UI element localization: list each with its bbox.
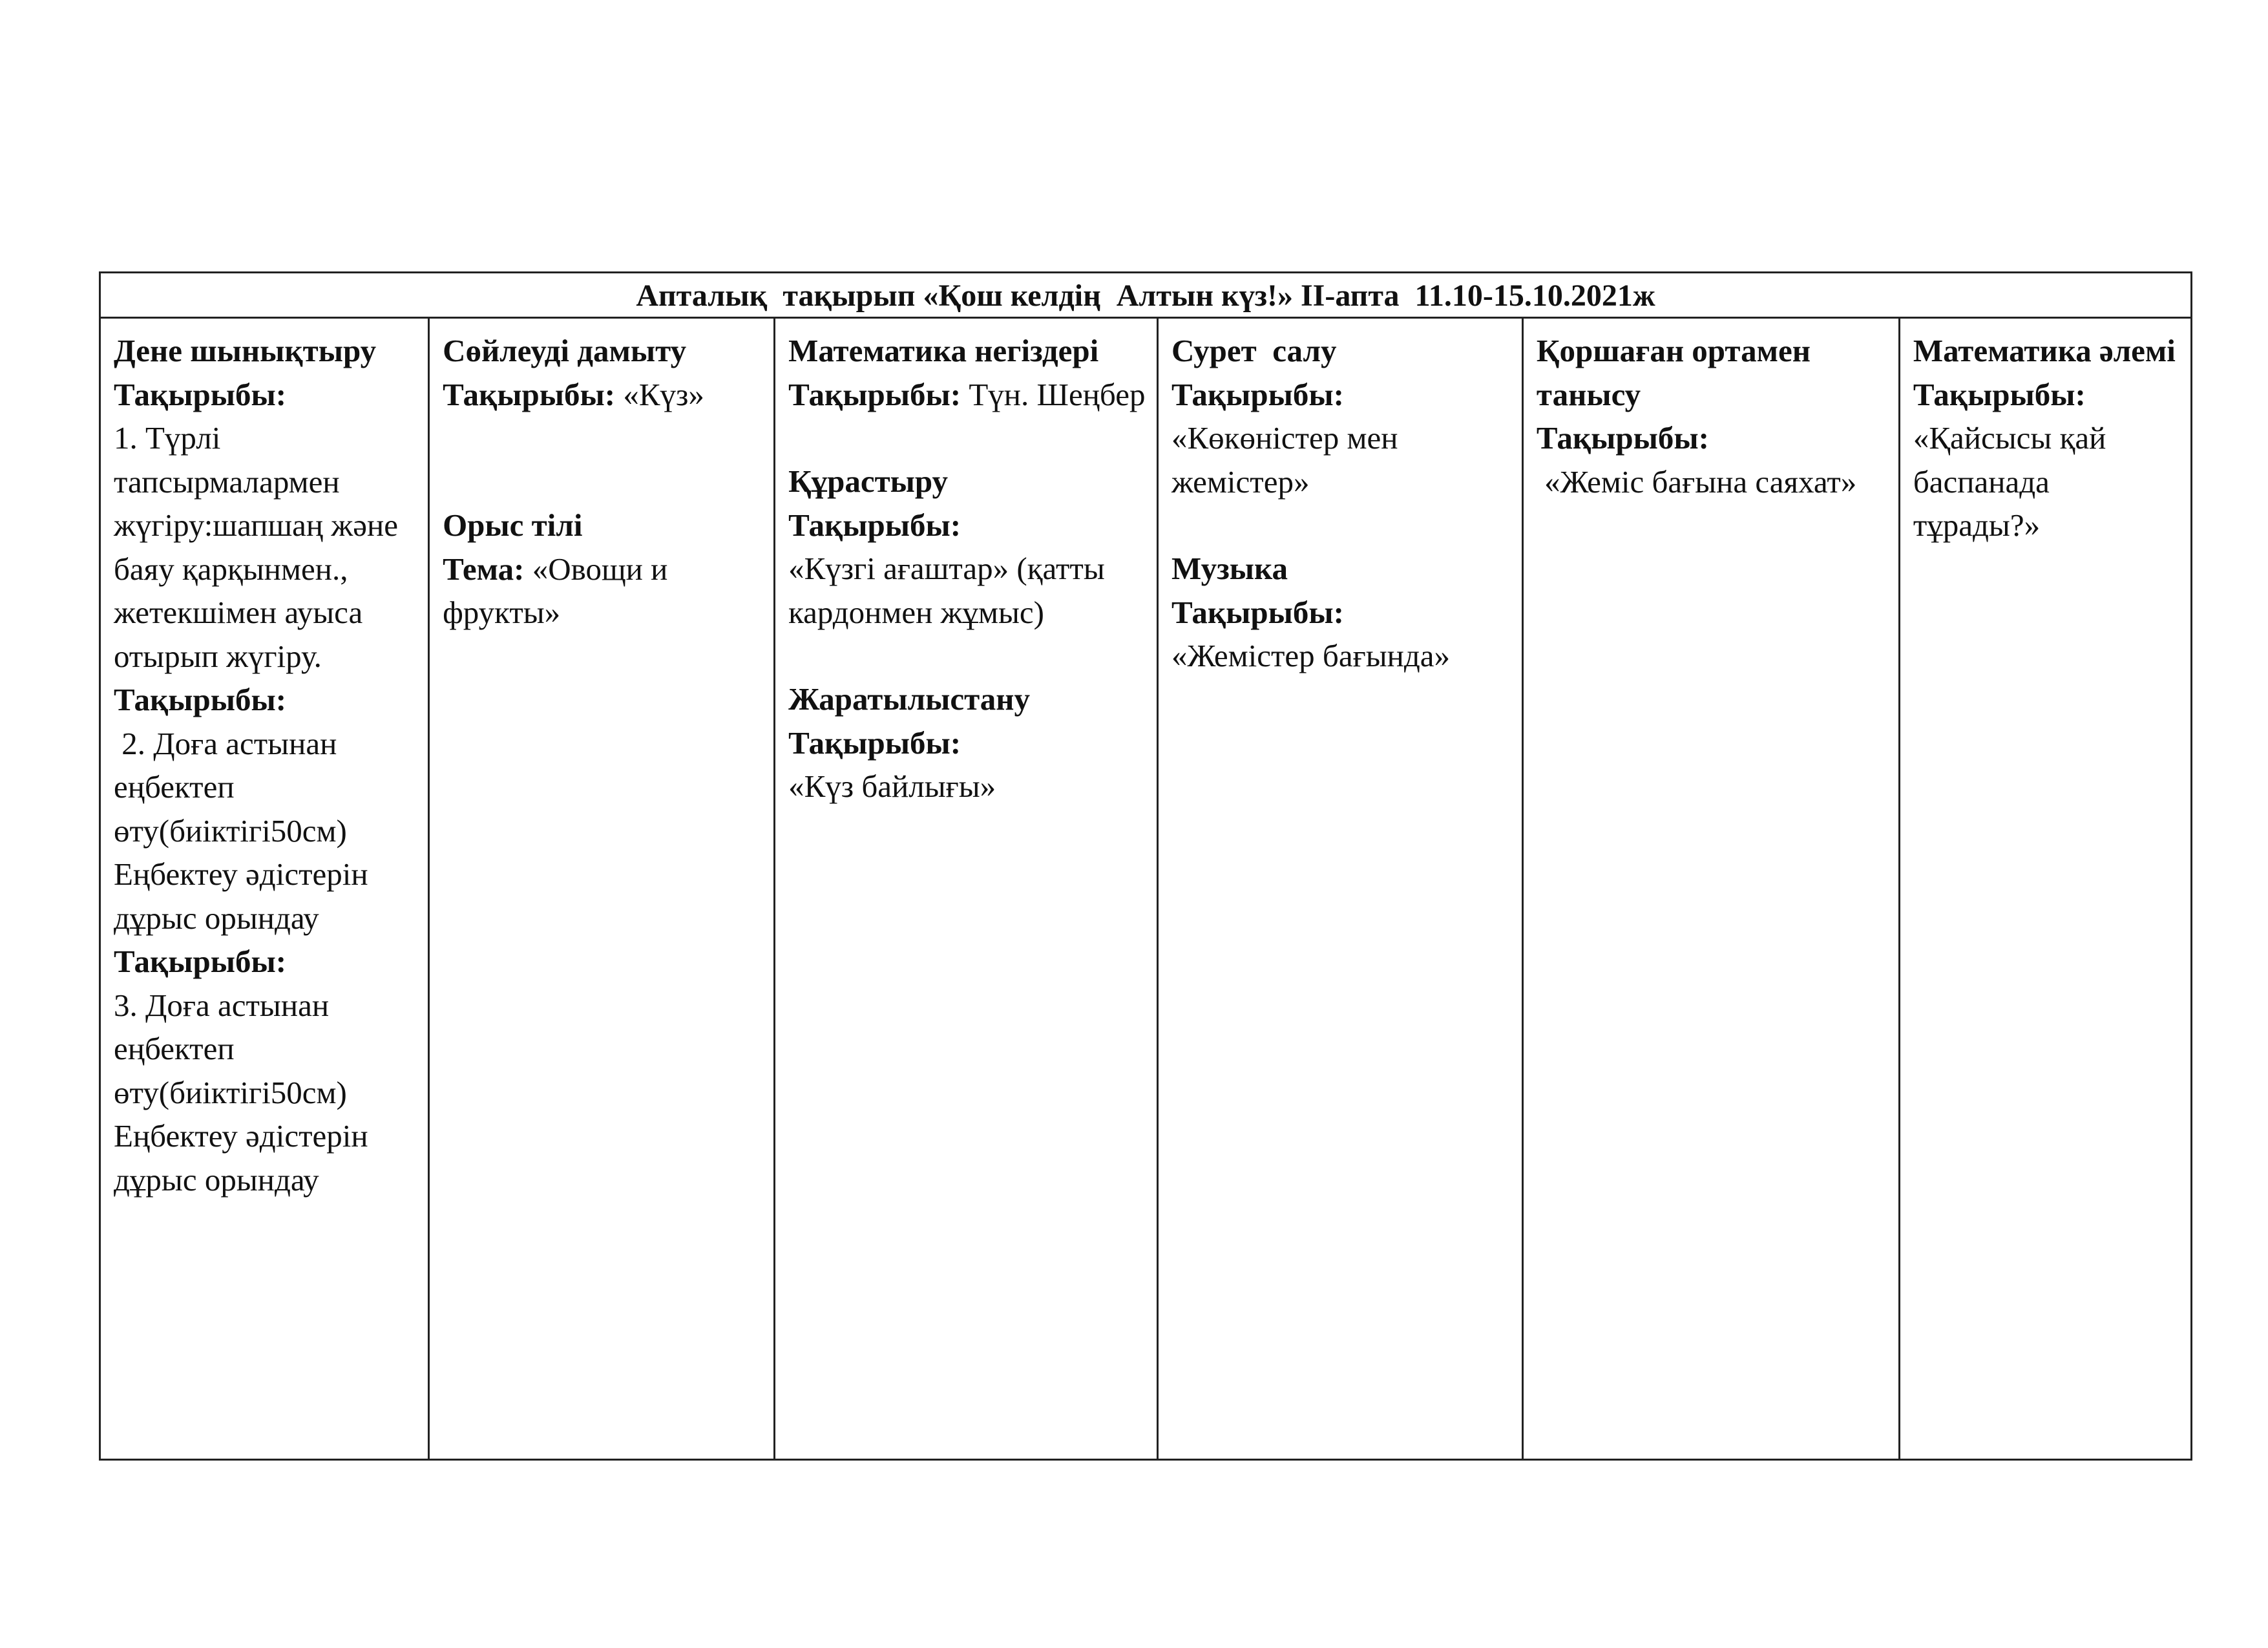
subject-name: Жаратылыстану: [788, 681, 1031, 717]
topic-text: Түн. Шеңбер: [961, 376, 1146, 412]
subject-block: [443, 503, 766, 635]
topic-label: Тақырыбы:: [788, 507, 961, 543]
topic-text: «Көкөністер мен жемістер»: [1171, 420, 1398, 500]
subject-name: Математика әлемі: [1913, 333, 2176, 368]
column-physical-education: [101, 319, 430, 1461]
topic-label: Тақырыбы:: [443, 376, 616, 412]
topic-text: «Жемістер бағында»: [1171, 638, 1451, 673]
subject-name: Құрастыру: [788, 463, 949, 499]
subject-name: Математика негіздері: [788, 333, 1099, 368]
subject-block: [1171, 329, 1514, 503]
subject-block: [788, 460, 1149, 634]
topic-text: 3. Доға астынан еңбектеп өту(биіктігі50см) Еңбектеу әдістерін дұрыс орындау: [114, 987, 368, 1198]
subject-name: Музыка: [1171, 551, 1288, 586]
topic-text: «Овощи и фрукты»: [443, 551, 676, 630]
topic-text: «Күз байлығы»: [788, 768, 996, 804]
subject-block: [1171, 547, 1514, 678]
subject-block: [788, 677, 1149, 808]
topic-text: «Күз»: [615, 376, 704, 412]
subject-name: Сурет салу: [1171, 333, 1337, 368]
subject-block: [788, 329, 1149, 416]
topic-text: «Күзгі ағаштар» (қатты кардонмен жұмыс): [788, 551, 1105, 630]
topic-text: 1. Түрлі тапсырмалармен жүгіру:шапшаң және баяу қарқынмен., жетекшімен ауыса отырып жүгіру.: [114, 420, 398, 674]
column-environment: [1524, 319, 1900, 1461]
column-speech-development: [430, 319, 775, 1461]
column-drawing: [1159, 319, 1524, 1461]
topic-label: Тақырыбы:: [1171, 376, 1345, 412]
column-math-basics: [775, 319, 1159, 1461]
topic-label: Тақырыбы:: [1536, 420, 1709, 456]
topic-label: Тақырыбы:: [1913, 376, 2086, 412]
table-title: Апталық тақырып «Қош келдің Алтын күз!» ІІ-апта 11.10-15.10.2021ж: [101, 273, 2190, 319]
topic-label: Тақырыбы:: [114, 376, 287, 412]
topic-text: «Жеміс бағына саяхат»: [1536, 463, 1857, 500]
subject-name: Қоршаған ортамен танысу: [1536, 333, 1811, 412]
topic-label: Тема:: [443, 551, 525, 587]
topic-label: Тақырыбы:: [788, 724, 961, 761]
topic-label: Тақырыбы:: [114, 944, 287, 979]
topic-label: Тақырыбы:: [1171, 594, 1345, 630]
subject-name: Сөйлеуді дамыту: [443, 333, 687, 368]
subject-name: Дене шынықтыру: [114, 333, 377, 368]
schedule-table: [99, 271, 2192, 1461]
table-columns: [101, 319, 2190, 1461]
topic-label: Тақырыбы:: [788, 376, 961, 412]
topic-text: «Қайсысы қай баспанада тұрады?»: [1913, 420, 2106, 543]
topic-text: 2. Доға астынан еңбектеп өту(биіктігі50см) Еңбектеу әдістерін дұрыс орындау: [114, 725, 376, 936]
column-math-world: [1900, 319, 2190, 1461]
subject-name: Орыс тілі: [443, 507, 583, 543]
subject-block: [443, 329, 766, 416]
topic-label: Тақырыбы:: [114, 682, 287, 717]
